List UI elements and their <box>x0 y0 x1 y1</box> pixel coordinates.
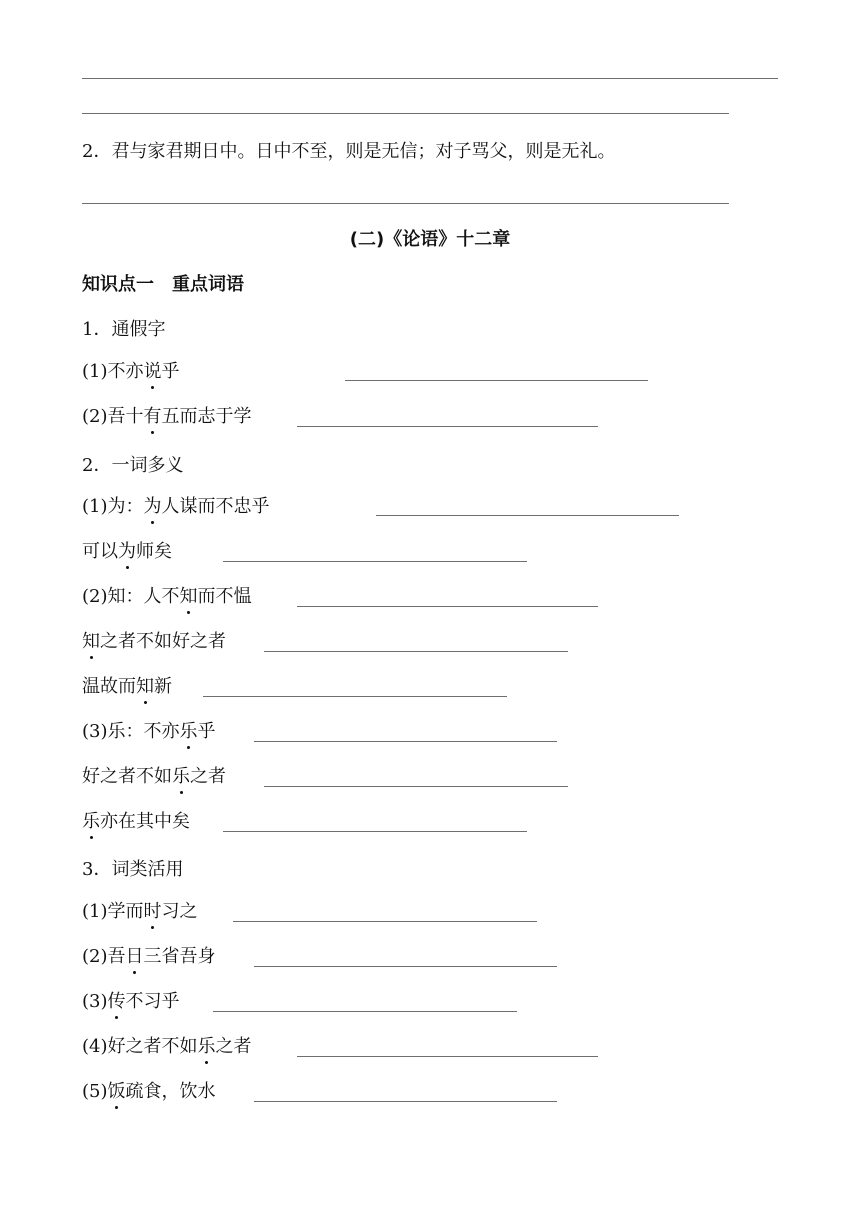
item-text: (2)吾 <box>82 946 126 967</box>
item-text: 新 <box>154 676 172 697</box>
item-text: 而不愠 <box>197 586 252 607</box>
item-text: (1)不亦 <box>82 361 144 382</box>
subsection-heading: 3．词类活用 <box>82 859 184 880</box>
item-text: 乎 <box>197 721 216 742</box>
item-text: (2)知：人不 <box>82 586 180 607</box>
item-wei-1 <box>82 495 270 519</box>
item-text: (1)学而 <box>82 901 144 922</box>
emphasized-char: 知 <box>82 631 100 652</box>
emphasized-char: 时 <box>143 901 162 922</box>
item-huoyong-1 <box>82 900 198 924</box>
knowledge-point-heading: 知识点一 重点词语 <box>82 274 244 295</box>
item-le-2 <box>82 765 226 789</box>
emphasized-char: 乐 <box>172 766 190 787</box>
item-text: (3)乐：不亦 <box>82 721 180 742</box>
item-text: 可以 <box>82 541 118 562</box>
answer-blank[interactable] <box>254 966 557 967</box>
emphasized-char: 乐 <box>179 721 198 742</box>
item-text: 人谋而不忠乎 <box>161 496 270 517</box>
item-text: 习之 <box>161 901 198 922</box>
emphasized-char: 知 <box>179 586 198 607</box>
answer-blank[interactable] <box>203 696 507 697</box>
answer-blank[interactable] <box>264 786 568 787</box>
answer-blank[interactable] <box>376 515 679 516</box>
subsection-heading: 1．通假字 <box>82 319 166 340</box>
answer-blank[interactable] <box>297 606 598 607</box>
item-tongjia-1 <box>82 360 180 384</box>
item-text: 疏食，饮水 <box>125 1081 216 1102</box>
section-title: (二)《论语》十二章 <box>349 229 511 250</box>
item-zhi-2 <box>82 630 226 654</box>
item-huoyong-3 <box>82 990 180 1014</box>
item-text: 师矣 <box>136 541 172 562</box>
answer-blank[interactable] <box>254 1101 557 1102</box>
emphasized-char: 为 <box>118 541 136 562</box>
item-text: 不习乎 <box>125 991 180 1012</box>
item-text: 三省吾身 <box>143 946 216 967</box>
item-huoyong-5 <box>82 1080 216 1104</box>
item-text: 之者不如好之者 <box>100 631 226 652</box>
item-text: (1)为： <box>82 496 144 517</box>
subsection-heading: 2．一词多义 <box>82 455 184 476</box>
item-text: 之者 <box>190 766 226 787</box>
item-text: 之者 <box>215 1036 252 1057</box>
item-text: 亦在其中矣 <box>100 811 190 832</box>
answer-line <box>82 78 778 79</box>
item-text: (2)吾十 <box>82 406 144 427</box>
item-le-3 <box>82 810 190 834</box>
item-huoyong-4 <box>82 1035 252 1059</box>
answer-blank[interactable] <box>233 921 537 922</box>
item-text: 五而志于学 <box>161 406 252 427</box>
item-zhi-3 <box>82 675 172 699</box>
answer-blank[interactable] <box>213 1011 517 1012</box>
answer-line <box>82 113 729 114</box>
emphasized-char: 乐 <box>197 1036 216 1057</box>
emphasized-char: 饭 <box>107 1081 126 1102</box>
answer-blank[interactable] <box>254 741 557 742</box>
item-le-1 <box>82 720 216 744</box>
answer-blank[interactable] <box>345 380 648 381</box>
item-huoyong-2 <box>82 945 216 969</box>
emphasized-char: 日 <box>125 946 144 967</box>
item-text: 乎 <box>161 361 180 382</box>
item-text: (4)好之者不如 <box>82 1036 198 1057</box>
item-text: (5) <box>82 1081 108 1102</box>
emphasized-char: 有 <box>143 406 162 427</box>
emphasized-char: 传 <box>107 991 126 1012</box>
item-text: 温故而 <box>82 676 136 697</box>
answer-blank[interactable] <box>297 426 598 427</box>
answer-blank[interactable] <box>264 651 568 652</box>
question-2: 2．君与家君期日中。日中不至，则是无信；对子骂父，则是无礼。 <box>82 141 616 162</box>
item-tongjia-2 <box>82 405 252 429</box>
item-text: 好之者不如 <box>82 766 172 787</box>
answer-blank[interactable] <box>223 831 527 832</box>
item-wei-2 <box>82 540 172 564</box>
emphasized-char: 为 <box>143 496 162 517</box>
answer-blank[interactable] <box>223 561 527 562</box>
emphasized-char: 知 <box>136 676 154 697</box>
emphasized-char: 乐 <box>82 811 100 832</box>
answer-line <box>82 203 729 204</box>
item-text: (3) <box>82 991 108 1012</box>
item-zhi-1 <box>82 585 252 609</box>
emphasized-char: 说 <box>143 361 162 382</box>
answer-blank[interactable] <box>297 1056 598 1057</box>
